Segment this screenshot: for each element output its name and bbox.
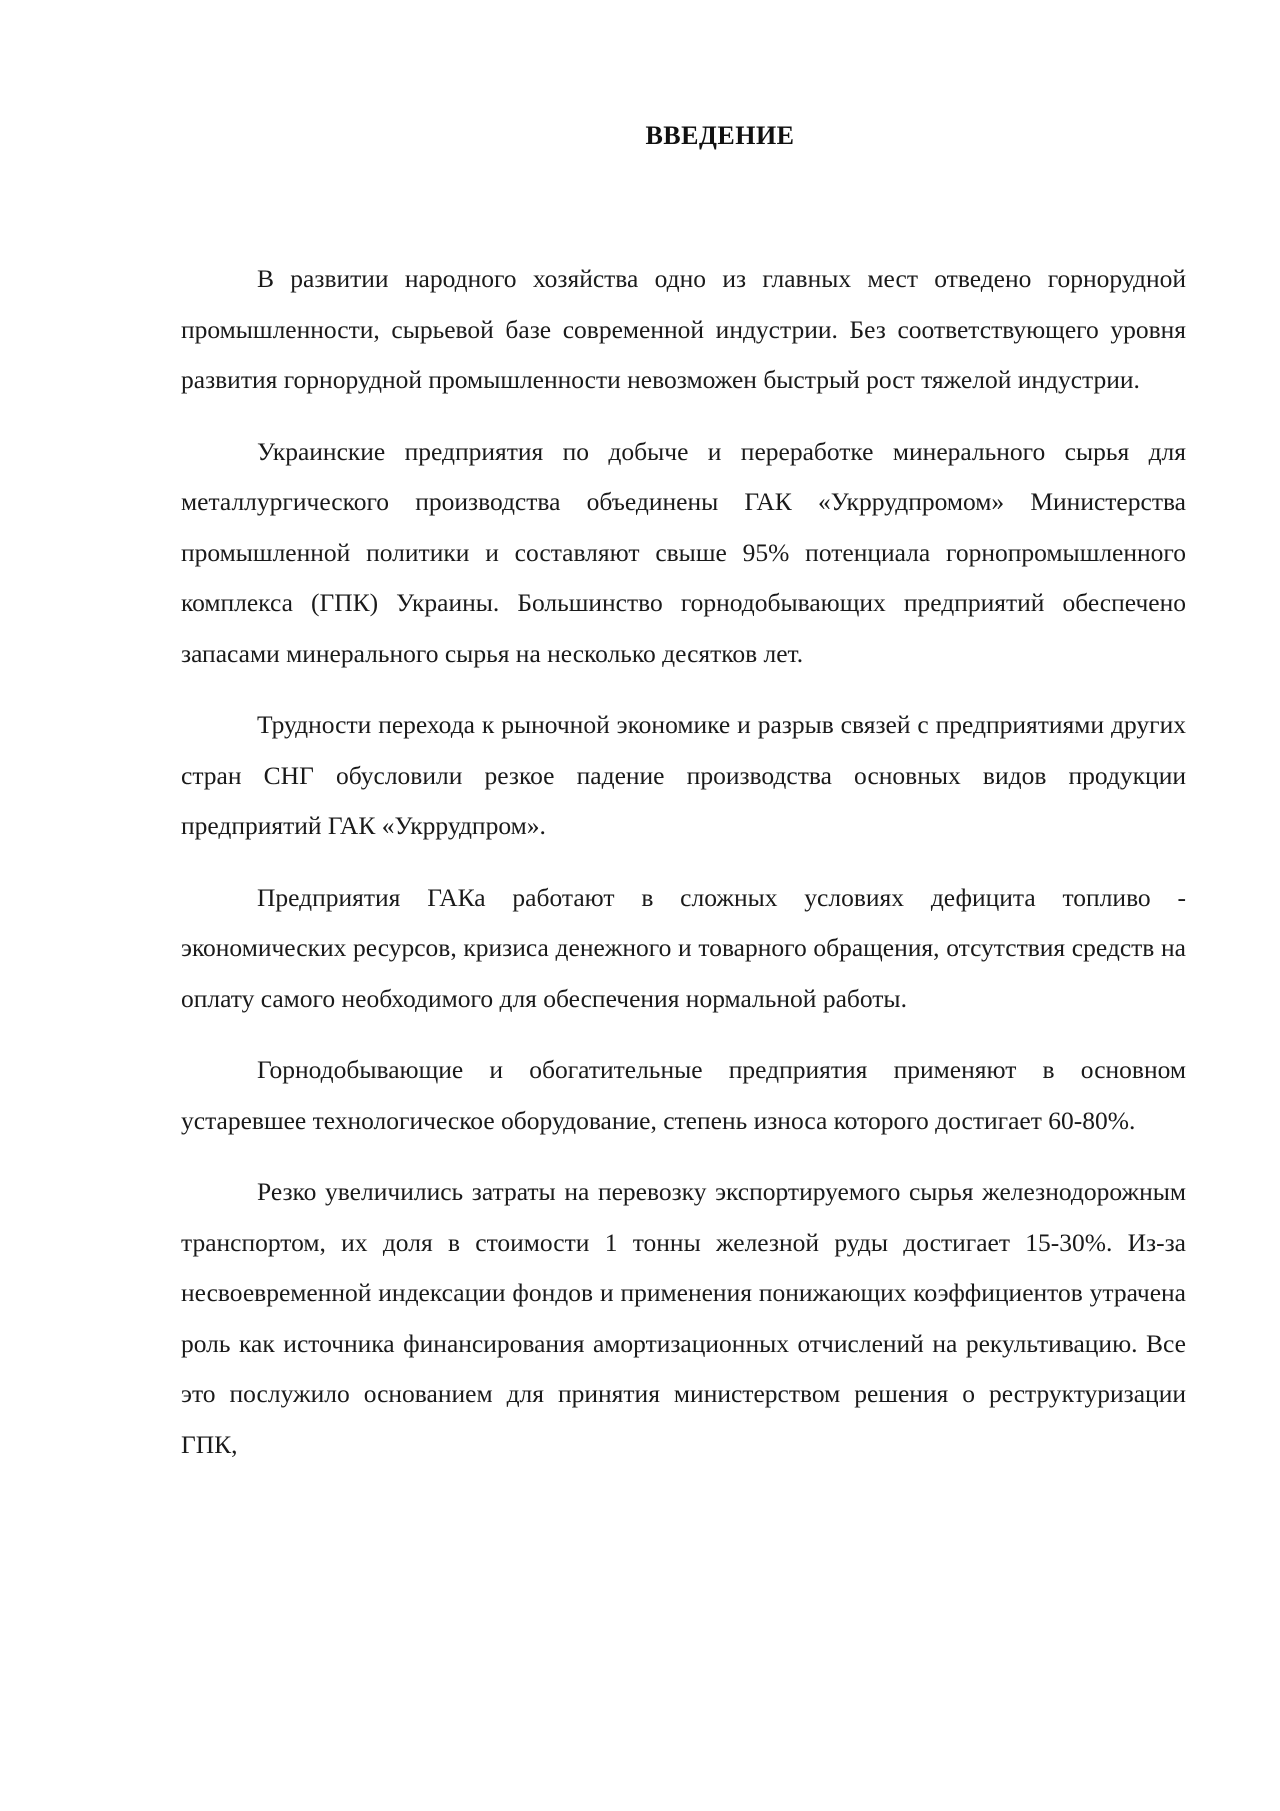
page-title: ВВЕДЕНИЕ xyxy=(645,121,795,150)
paragraph-6: Резко увеличились затраты на перевозку экспортируемого сырья железнодорожным транспортом, их доля в стоимости 1 тонны железной руды достигает 15-30%. Из-за несвоевременной индексации фондов и применения понижающих коэффициентов утрачена роль как источника финансирования амортизационных отчислений на рекультивацию. Все это послужило основанием для принятия министерством решения о реструктуризации ГПК, xyxy=(181,1177,1186,1459)
paragraph-1: В развитии народного хозяйства одно из главных мест отведено горнорудной промышленности, сырьевой базе современной индустрии. Без соответствующего уровня развития горнорудной промышленности невозможен быстрый рост тяжелой индустрии. xyxy=(181,264,1186,394)
paragraph-2: Украинские предприятия по добыче и переработке минерального сырья для металлургического производства объединены ГАК «Укррудпромом» Министерства промышленной политики и составляют свыше 95% потенциала горнопромышленного комплекса (ГПК) Украины. Большинство горнодобывающих предприятий обеспечено запасами минерального сырья на несколько десятков лет. xyxy=(181,436,1186,668)
paragraph-5: Горнодобывающие и обогатительные предприятия применяют в основном устаревшее технологическое оборудование, степень износа которого достигает 60-80%. xyxy=(181,1055,1186,1135)
paragraph-4: Предприятия ГАКа работают в сложных условиях дефицита топливо - экономических ресурсов, кризиса денежного и товарного обращения, отсутствия средств на оплату самого необходимого для обеспечения нормальной работы. xyxy=(181,882,1186,1013)
paragraph-3: Трудности перехода к рыночной экономике и разрыв связей с предприятиями других стран СНГ обусловили резкое падение производства основных видов продукции предприятий ГАК «Укррудпром». xyxy=(181,710,1186,840)
body-text xyxy=(181,254,1186,1491)
